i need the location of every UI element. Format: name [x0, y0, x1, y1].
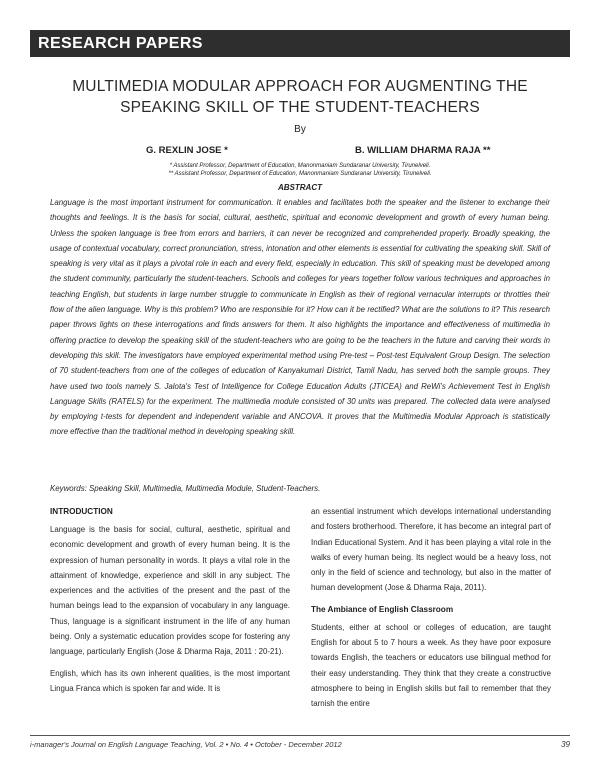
section-banner: RESEARCH PAPERS [30, 30, 570, 57]
journal-footer: i-manager's Journal on English Language Teaching, Vol. 2 • No. 4 • October - December 2012 [30, 740, 342, 749]
affiliation-2: ** Assistant Professor, Department of Education, Manonmaniam Sundaranar University, Tirunelveli. [168, 171, 432, 177]
page-number: 39 [561, 740, 570, 749]
by-label: By [294, 124, 306, 135]
introduction-heading: INTRODUCTION [50, 507, 113, 516]
abstract-text: Language is the most important instrument for communication. It enables and facilitates both the speaker and the listener to exchange their thoughts and feelings. It is the basis for social, cultural, aesthetic, spiritual and economic development and growth of every human being. Unless the spoken language is free from errors and barriers, it can never be recognized and comprehended properly. Broadly speaking, the usage of contextual vocabulary, correct pronunciation, stress, intonation and other elements is essential for cultivating the speaking skill. Skill of speaking is very vital as it plays a pivotal role in each and every field, especially in education. This skill of speaking must be developed among the student community, particularly the student-teachers. Schools and colleges for years together follow various techniques and approaches in teaching English, but students in large number struggle to communicate in English as their of regional vernacular interrupts or throttles their flow of the alien language. Why is this problem? Who are responsible for it? How can it be rectified? What are the solutions to it? This research paper throws lights on these interrogations and finds answers for them. It also highlights the importance and effectiveness of multimedia in offering practice to develop the speaking skill of the student-teachers who are going to be the teachers in the future and carving their words in developing this skill. The investigators have employed experimental method using Pre-test – Post-test Equivalent Group Design. The selection of 70 student-teachers from one of the colleges of education of Kanyakumari District, Tamil Nadu, has served both the sample groups. They have used two tools namely S. Jalota's Test of Intelligence for College Education Adults (JTICEA) and ReWi's Achievement Test in English Language Skills (RATELS) for the experiment. The multimedia module consisted of 30 units was prepared. The collected data were analysed by employing t-tests for dependent and independent variable and ANCOVA. It proves that the Multimedia Modular Approach is statistically more effective than the traditional method in developing speaking skill. [50, 198, 550, 437]
keywords: Keywords: Speaking Skill, Multimedia, Multimedia Module, Student-Teachers. [50, 484, 321, 493]
right-column [311, 504, 551, 718]
ambiance-heading: The Ambiance of English Classroom [311, 604, 454, 614]
abstract-heading: ABSTRACT [278, 183, 322, 192]
introduction-paragraph-2: English, which has its own inherent qualities, is the most important Lingua Franca which is spoken far and wide. It is [50, 668, 290, 693]
right-paragraph-1: an essential instrument which develops international understanding and fosters brotherhood. Therefore, it has become an integral part of Indian Educational System. And it has been playing a vital role in the walks of every human being. Its neglect would be a heavy loss, not only in the field of science and technology, but also in the matter of human development (Jose & Dharma Raja, 2011). [311, 507, 551, 593]
affiliation-1: * Assistant Professor, Department of Education, Manonmaniam Sundaranar University, Tirunelveli. [169, 163, 431, 169]
footer-rule [30, 735, 570, 736]
right-paragraph-2: Students, either at school or colleges of education, are taught English for about 5 to 7 hours a week. As they have poor exposure towards English, the teachers or educators use bilingual method for their easy understanding. They think that they create a constructive atmosphere to being in English skills but fail to remember that they tarnish the entire [311, 622, 551, 709]
paper-title: MULTIMEDIA MODULAR APPROACH FOR AUGMENTING THE SPEAKING SKILL OF THE STUDENT-TEACHERS [72, 78, 528, 116]
left-column [50, 504, 290, 702]
author-1: G. REXLIN JOSE * [146, 145, 228, 156]
author-2: B. WILLIAM DHARMA RAJA ** [355, 145, 491, 156]
introduction-paragraph-1: Language is the basis for social, cultural, aesthetic, spiritual and economic development and growth of every human being. It is the expression of human personality in words. It plays a vital role in the attainment of knowledge, experience and skill in any subject. The experiences and the activities of the present and the past of the human beings lead to the expansion of vocabulary in any language. Thus, language is a significant instrument in the life of any human being. Only a systematic education provides scope for fostering any language, particularly English (Jose & Dharma Raja, 2011 : 20-21). [50, 525, 290, 657]
